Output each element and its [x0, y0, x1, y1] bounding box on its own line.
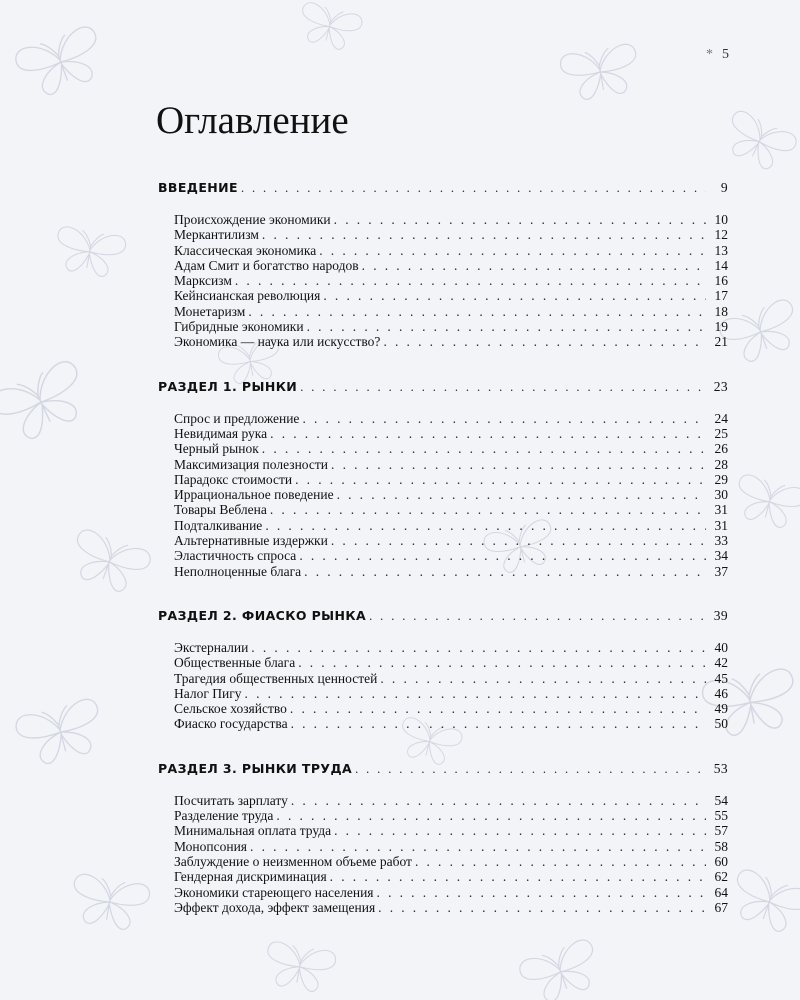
entry-title: Альтернативные издержки	[174, 533, 328, 549]
toc-entry[interactable]	[174, 472, 728, 487]
dot-leader	[251, 640, 706, 655]
toc-entry[interactable]	[174, 243, 728, 258]
entry-title: Парадокс стоимости	[174, 471, 293, 487]
dot-leader	[270, 502, 706, 517]
entry-page-number: 14	[714, 257, 728, 273]
butterfly-icon	[719, 108, 799, 176]
entry-page-number: 31	[714, 502, 728, 518]
dot-leader	[291, 793, 706, 808]
entry-title: Максимизация полезности	[174, 456, 329, 472]
toc-entry[interactable]	[174, 548, 728, 563]
dot-leader	[276, 808, 706, 823]
section-title: РАЗДЕЛ 3. РЫНКИ ТРУДА	[158, 760, 353, 776]
dot-leader	[248, 304, 706, 319]
entry-title: Классическая экономика	[174, 242, 317, 258]
dot-leader	[270, 426, 706, 441]
dot-leader	[330, 869, 706, 884]
toc-section	[158, 377, 728, 579]
toc-entries	[158, 793, 728, 915]
entry-title: Эффект дохода, эффект замещения	[174, 899, 376, 915]
section-title: ВВЕДЕНИЕ	[158, 180, 238, 195]
entry-title: Невидимая рука	[174, 425, 268, 441]
section-page-number: 53	[713, 760, 728, 776]
dot-leader	[378, 900, 706, 915]
toc-entry[interactable]	[174, 319, 728, 334]
dot-leader	[415, 854, 706, 869]
entry-title: Черный рынок	[174, 441, 259, 457]
toc-entry[interactable]	[174, 900, 728, 915]
dot-leader	[380, 671, 706, 686]
section-page-number: 9	[720, 180, 728, 195]
entry-page-number: 34	[714, 548, 728, 564]
page-number	[706, 47, 730, 63]
page-number-value: 5	[722, 47, 730, 62]
butterfly-icon	[295, 1, 364, 54]
butterfly-icon	[717, 297, 800, 368]
toc-entry[interactable]	[174, 793, 728, 808]
entry-title: Спрос и предложение	[174, 410, 300, 426]
toc-entry[interactable]	[174, 411, 728, 426]
entry-title: Экономики стареющего населения	[174, 884, 374, 900]
entry-title: Подталкивание	[174, 517, 263, 533]
toc-entry[interactable]	[174, 457, 728, 472]
butterfly-icon	[0, 358, 95, 448]
toc-entry[interactable]	[174, 502, 728, 517]
dot-leader	[319, 243, 706, 258]
entry-page-number: 37	[714, 563, 728, 579]
page-title: Оглавление	[156, 99, 349, 142]
entry-page-number: 17	[714, 288, 728, 304]
toc-entry[interactable]	[174, 671, 728, 686]
entry-title: Экономика — наука или искусство?	[174, 334, 381, 350]
entry-page-number: 49	[714, 701, 728, 717]
entry-page-number: 50	[714, 716, 728, 732]
entry-page-number: 18	[714, 303, 728, 319]
butterfly-icon	[731, 473, 800, 532]
toc-entries	[158, 640, 728, 732]
dot-leader	[298, 655, 706, 670]
toc-section	[158, 606, 728, 732]
entry-title: Экстерналии	[174, 639, 249, 655]
entry-page-number: 28	[714, 456, 728, 472]
toc-section-heading[interactable]	[158, 606, 728, 626]
toc-entry[interactable]	[174, 564, 728, 579]
toc-entry[interactable]	[174, 716, 728, 731]
section-title: РАЗДЕЛ 1. РЫНКИ	[158, 378, 298, 394]
dot-leader	[290, 701, 706, 716]
entry-title: Посчитать зарплату	[174, 792, 288, 808]
entry-page-number: 16	[714, 273, 728, 289]
entry-page-number: 40	[714, 639, 728, 655]
entry-title: Гендерная дискриминация	[174, 869, 327, 885]
butterfly-icon	[559, 43, 642, 103]
entry-page-number: 31	[714, 517, 728, 533]
dot-leader	[241, 178, 706, 198]
toc-entry[interactable]	[174, 273, 728, 288]
entry-page-number: 12	[714, 227, 728, 243]
dot-leader	[300, 377, 706, 397]
entry-page-number: 46	[714, 685, 728, 701]
toc-entry[interactable]	[174, 686, 728, 701]
entry-page-number: 26	[714, 441, 728, 457]
dot-leader	[304, 564, 706, 579]
toc-entry[interactable]	[174, 854, 728, 869]
toc-entry[interactable]	[174, 808, 728, 823]
section-title: РАЗДЕЛ 2. ФИАСКО РЫНКА	[158, 607, 367, 623]
toc-entry[interactable]	[174, 487, 728, 502]
dot-leader	[369, 606, 706, 626]
entry-title: Эластичность спроса	[174, 548, 297, 564]
entry-title: Фиаско государства	[174, 716, 288, 732]
toc-entry[interactable]	[174, 885, 728, 900]
dot-leader	[323, 288, 706, 303]
entry-title: Сельское хозяйство	[174, 701, 287, 717]
dot-leader	[262, 227, 706, 242]
entry-page-number: 10	[714, 212, 728, 227]
toc-entries	[158, 411, 728, 579]
dot-leader	[245, 686, 706, 701]
butterfly-icon	[52, 225, 127, 279]
entry-page-number: 45	[714, 670, 728, 686]
dot-leader	[334, 212, 706, 227]
toc-entry[interactable]	[174, 426, 728, 441]
toc-entry[interactable]	[174, 839, 728, 854]
entry-title: Неполноценные блага	[174, 563, 302, 579]
dot-leader	[302, 411, 706, 426]
entry-title: Происхождение экономики	[174, 212, 331, 227]
entry-title: Налог Пигу	[174, 685, 242, 701]
entry-title: Трагедия общественных ценностей	[174, 670, 378, 686]
entry-page-number: 21	[714, 334, 728, 350]
toc-entry[interactable]	[174, 655, 728, 670]
toc-entry[interactable]	[174, 334, 728, 349]
dot-leader	[265, 518, 706, 533]
entry-page-number: 64	[714, 884, 728, 900]
entry-page-number: 24	[714, 410, 728, 426]
toc-entries	[158, 212, 728, 350]
dot-leader	[299, 548, 706, 563]
entry-page-number: 33	[714, 533, 728, 549]
toc-section-heading[interactable]	[158, 759, 728, 779]
toc-entry[interactable]	[174, 518, 728, 533]
entry-title: Иррациональное поведение	[174, 487, 334, 503]
dot-leader	[331, 533, 706, 548]
dot-leader	[235, 273, 706, 288]
entry-page-number: 54	[714, 792, 728, 808]
butterfly-icon	[13, 24, 110, 102]
entry-title: Разделение труда	[174, 808, 274, 824]
table-of-contents	[158, 178, 728, 942]
entry-page-number: 42	[714, 655, 728, 671]
entry-title: Кейнсианская революция	[174, 288, 321, 304]
entry-page-number: 62	[714, 869, 728, 885]
page-marker: *	[706, 47, 714, 62]
toc-entry[interactable]	[174, 258, 728, 273]
entry-title: Монопсония	[174, 838, 248, 854]
entry-title: Гибридные экономики	[174, 319, 304, 335]
entry-title: Заблуждение о неизменном объеме работ	[174, 853, 412, 869]
butterfly-icon	[725, 867, 800, 938]
entry-page-number: 58	[714, 838, 728, 854]
toc-entry[interactable]	[174, 212, 728, 227]
entry-page-number: 55	[714, 808, 728, 824]
toc-section-heading[interactable]	[158, 377, 728, 397]
toc-entry[interactable]	[174, 701, 728, 716]
dot-leader	[291, 716, 706, 731]
toc-entry[interactable]	[174, 441, 728, 456]
entry-page-number: 60	[714, 853, 728, 869]
dot-leader	[355, 759, 706, 779]
dot-leader	[334, 823, 706, 838]
section-page-number: 39	[713, 607, 728, 623]
entry-page-number: 29	[714, 471, 728, 487]
toc-entry[interactable]	[174, 823, 728, 838]
entry-title: Монетаризм	[174, 303, 246, 319]
dot-leader	[362, 258, 706, 273]
toc-section	[158, 178, 728, 350]
toc-entry[interactable]	[174, 227, 728, 242]
toc-entry[interactable]	[174, 640, 728, 655]
butterfly-icon	[262, 940, 337, 994]
entry-page-number: 25	[714, 425, 728, 441]
section-page-number: 23	[713, 378, 728, 394]
entry-page-number: 13	[714, 242, 728, 258]
butterfly-icon	[14, 697, 108, 769]
entry-title: Марксизм	[174, 273, 232, 289]
dot-leader	[307, 319, 706, 334]
entry-title: Адам Смит и богатство народов	[174, 257, 359, 273]
toc-entry[interactable]	[174, 288, 728, 303]
entry-page-number: 30	[714, 487, 728, 503]
entry-title: Минимальная оплата труда	[174, 823, 332, 839]
butterfly-icon	[68, 873, 151, 933]
dot-leader	[331, 457, 706, 472]
entry-title: Общественные блага	[174, 655, 296, 671]
toc-section	[158, 759, 728, 915]
dot-leader	[262, 441, 706, 456]
toc-entry[interactable]	[174, 533, 728, 548]
toc-entry[interactable]	[174, 869, 728, 884]
dot-leader	[250, 839, 706, 854]
entry-page-number: 19	[714, 319, 728, 335]
butterfly-icon	[65, 527, 153, 598]
entry-page-number: 67	[714, 899, 728, 915]
entry-title: Товары Веблена	[174, 502, 267, 518]
dot-leader	[377, 885, 706, 900]
entry-page-number: 57	[714, 823, 728, 839]
toc-entry[interactable]	[174, 304, 728, 319]
dot-leader	[337, 487, 706, 502]
toc-section-heading[interactable]	[158, 178, 728, 198]
butterfly-icon	[517, 937, 605, 1000]
dot-leader	[295, 472, 706, 487]
entry-title: Меркантилизм	[174, 227, 259, 243]
dot-leader	[383, 334, 706, 349]
